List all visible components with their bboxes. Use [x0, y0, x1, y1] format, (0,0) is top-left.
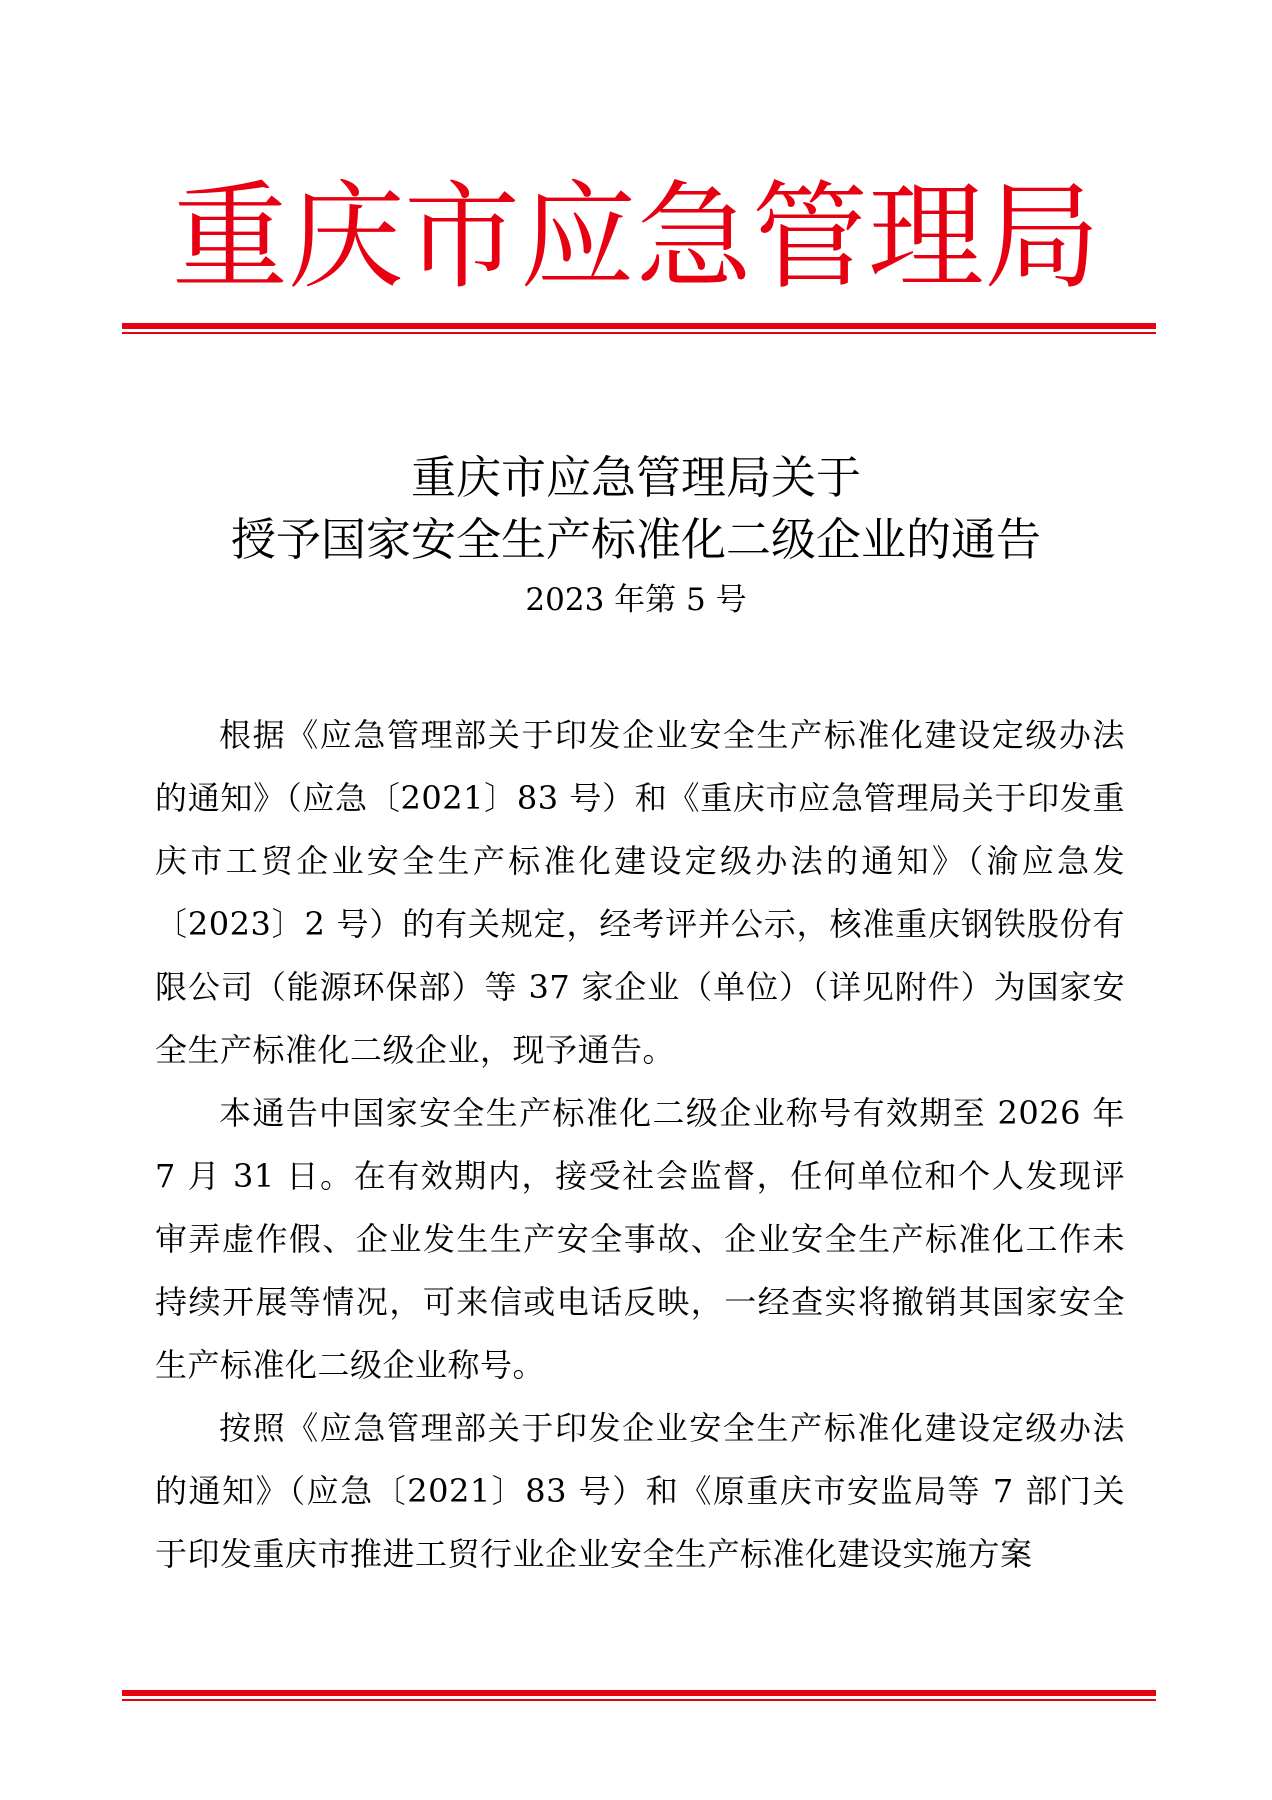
masthead-org-name: 重庆市应急管理局: [172, 170, 1100, 305]
body-paragraph-1: 根据《应急管理部关于印发企业安全生产标准化建设定级办法的通知》（应急〔2021〕83 号）和《重庆市应急管理局关于印发重庆市工贸企业安全生产标准化建设定级办法的通知》（渝应急发〔2023〕2 号）的有关规定，经考评并公示，核准重庆钢铁股份有限公司（能源环保部）等 37 家企业（单位）（详见附件）为国家安全生产标准化二级企业，现予通告。: [155, 716, 1125, 1069]
footer-red-rule: [122, 1690, 1156, 1701]
notice-title-line-1: 重庆市应急管理局关于: [410, 451, 861, 504]
body-paragraph-3: 按照《应急管理部关于印发企业安全生产标准化建设定级办法的通知》（应急〔2021〕83 号）和《原重庆市安监局等 7 部门关于印发重庆市推进工贸行业企业安全生产标准化建设实施方案: [155, 1409, 1125, 1573]
header-red-rule: [122, 323, 1156, 334]
body-paragraph-2: 本通告中国家安全生产标准化二级企业称号有效期至 2026 年 7 月 31 日。在有效期内，接受社会监督，任何单位和个人发现评审弄虚作假、企业发生生产安全事故、企业安全生产标准化工作未持续开展等情况，可来信或电话反映，一经查实将撤销其国家安全生产标准化二级企业称号。: [155, 1094, 1125, 1384]
document-number: 2023 年第 5 号: [525, 582, 747, 618]
notice-body: [155, 704, 1125, 1586]
notice-title-line-2: 授予国家安全生产标准化二级企业的通告: [230, 513, 1041, 566]
